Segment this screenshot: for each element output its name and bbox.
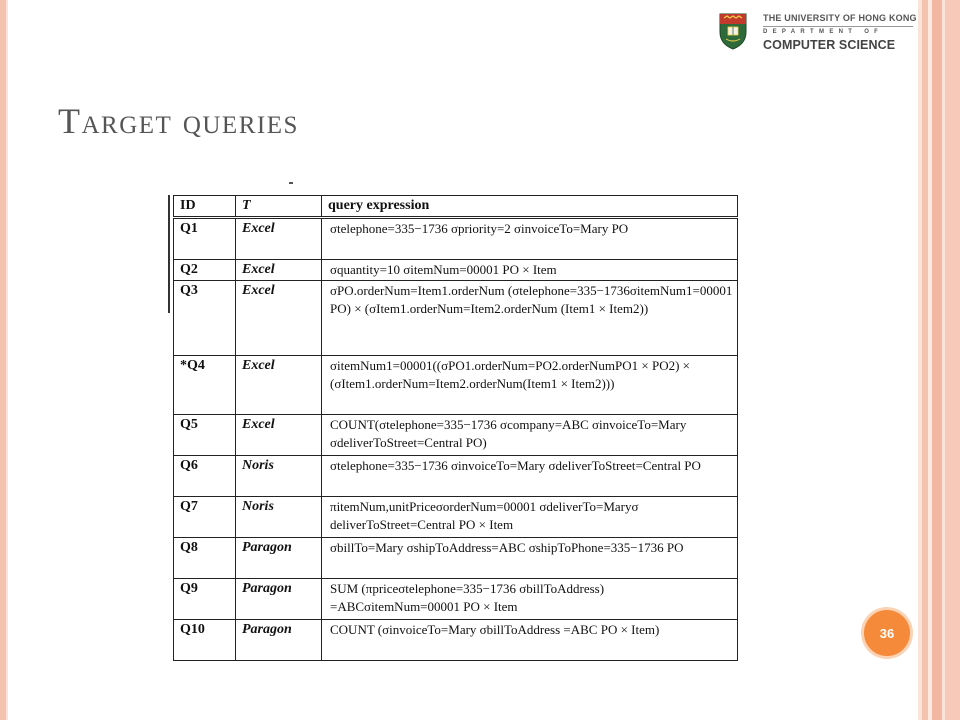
row-id: *Q4 [174,356,236,415]
row-tool: Paragon [236,538,322,579]
row-expression: σPO.orderNum=Item1.orderNum (σtelephone=335−1736σitemNum1=00001 PO) × (σItem1.orderNum=Item2.orderNum (Item1 × Item2)) [322,281,738,356]
scan-edge-line [168,195,170,313]
row-id: Q3 [174,281,236,356]
row-expression: σtelephone=335−1736 σinvoiceTo=Mary σdeliverToStreet=Central PO [322,456,738,497]
row-expression: SUM (πpriceσtelephone=335−1736 σbillToAddress) =ABCσitemNum=00001 PO × Item [322,579,738,620]
row-id: Q1 [174,218,236,260]
row-tool: Paragon [236,620,322,661]
row-expression: σitemNum1=00001((σPO1.orderNum=PO2.orderNumPO1 × PO2) × (σItem1.orderNum=Item2.orderNum(Item1 × Item2))) [322,356,738,415]
scan-edge-mark [289,182,293,184]
query-table-image [173,195,737,661]
row-id: Q10 [174,620,236,661]
university-crest-icon [718,12,748,50]
row-id: Q7 [174,497,236,538]
header-query-expression: query expression [322,196,738,218]
department-label: DEPARTMENT OF [763,29,884,35]
row-id: Q8 [174,538,236,579]
university-name: THE UNIVERSITY OF HONG KONG [763,13,917,23]
department-name: COMPUTER SCIENCE [763,38,896,52]
table-row [174,415,738,456]
right-decorative-stripes [918,0,960,720]
row-id: Q2 [174,260,236,281]
left-frame-border-inner [6,0,8,720]
query-table [173,195,738,661]
row-expression: COUNT(σtelephone=335−1736 σcompany=ABC σinvoiceTo=Mary σdeliverToStreet=Central PO) [322,415,738,456]
table-row [174,620,738,661]
page-number-badge: 36 [861,607,913,659]
row-tool: Excel [236,415,322,456]
table-row [174,538,738,579]
row-expression: COUNT (σinvoiceTo=Mary σbillToAddress =ABC PO × Item) [322,620,738,661]
row-tool: Noris [236,497,322,538]
slide-title: Target queries [58,101,299,141]
table-row [174,260,738,281]
table-row [174,579,738,620]
row-tool: Excel [236,218,322,260]
table-row [174,281,738,356]
row-expression: σtelephone=335−1736 σpriority=2 σinvoiceTo=Mary PO [322,218,738,260]
table-row [174,456,738,497]
row-tool: Noris [236,456,322,497]
row-tool: Excel [236,281,322,356]
table-row [174,218,738,260]
row-expression: σbillTo=Mary σshipToAddress=ABC σshipToPhone=335−1736 PO [322,538,738,579]
header-id: ID [174,196,236,218]
table-row [174,356,738,415]
row-tool: Excel [236,356,322,415]
row-expression: πitemNum,unitPriceσorderNum=00001 σdeliverTo=Maryσ deliverToStreet=Central PO × Item [322,497,738,538]
university-logo [718,12,918,56]
table-header-row [174,196,738,218]
row-tool: Paragon [236,579,322,620]
row-id: Q5 [174,415,236,456]
row-tool: Excel [236,260,322,281]
logo-divider [763,26,913,27]
row-id: Q6 [174,456,236,497]
row-expression: σquantity=10 σitemNum=00001 PO × Item [322,260,738,281]
table-row [174,497,738,538]
row-id: Q9 [174,579,236,620]
header-t: T [236,196,322,218]
